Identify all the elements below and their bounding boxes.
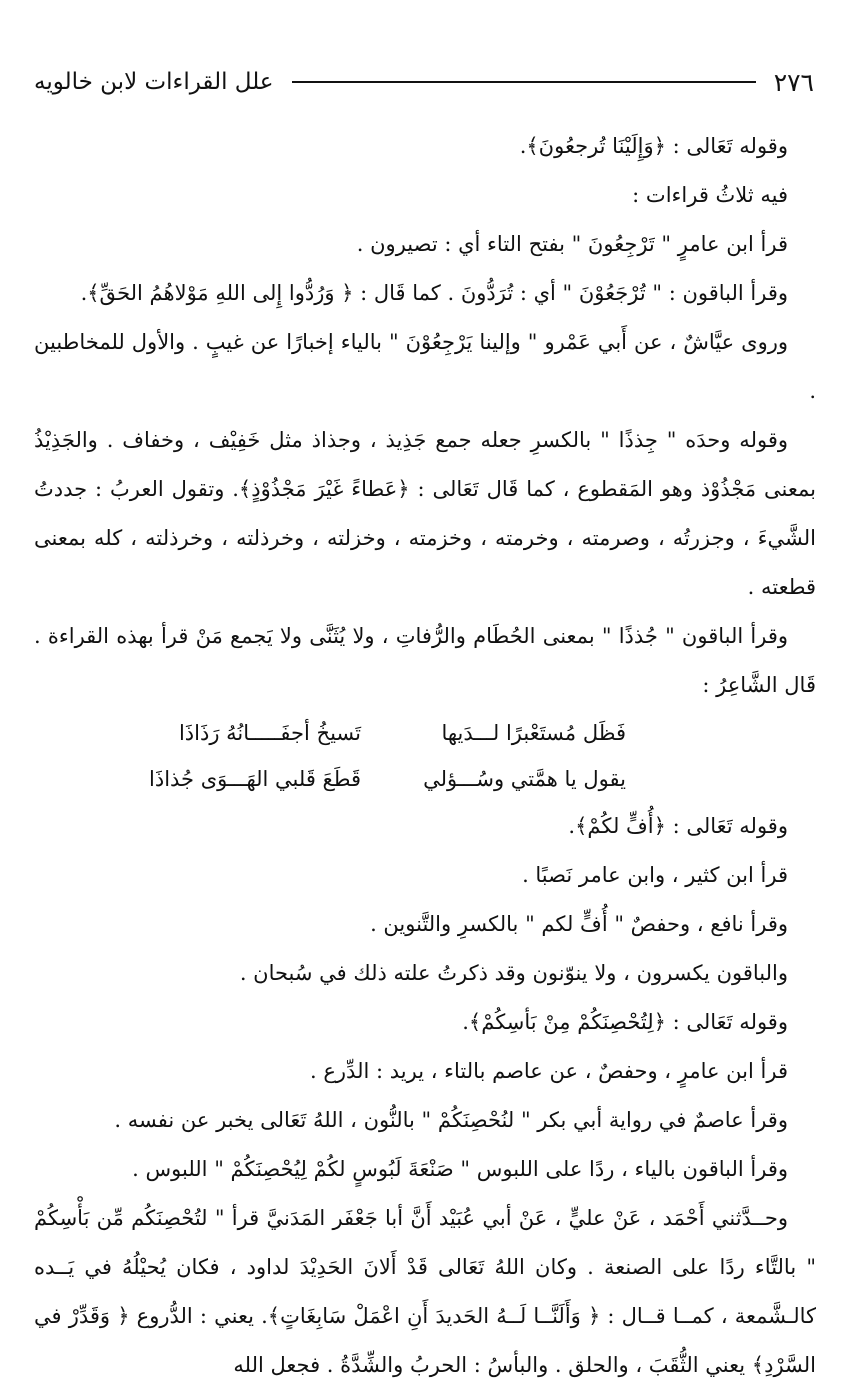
paragraph: وقوله تَعَالى : ﴿وَإِلَيْنَا تُرجعُونَ﴾. — [519, 134, 788, 158]
body-text — [34, 122, 816, 1390]
poem-verse — [34, 756, 816, 802]
header-rule — [292, 81, 756, 83]
verse-first-hemistich: يقول يا همَّتي وسُـــؤلي — [423, 767, 626, 791]
paragraph: قرأ ابن عامرٍ " تَرْجِعُونَ " بفتح التاء أي : تصيرون . — [356, 232, 788, 256]
paragraph: فيه ثلاثُ قراءات : — [632, 183, 788, 207]
paragraph: وقوله وحدَه " جِذذًا " بالكسرِ جعله جمع جَذِيذ ، وجذاذ مثل خَفِيْف ، وخفاف . والجَذِيْذُ بمعنى مَجْذُوْذ وهو المَقطوع ، كما قَال تَعَالى : ﴿عَطاءً غَيْرَ مَجْذُوْذٍ﴾. وتقول العربُ : جددتُ الشَّيءَ ، وجزرتُه ، وصرمته ، وخرمته ، وخزمته ، وخزلته ، وخرذلته ، وخرذلته ، كله بمعنى قطعته . — [34, 428, 816, 599]
paragraph: وحــدَّثني أَحْمَد ، عَنْ عليٍّ ، عَنْ أبي عُبَيْد أَنَّ أبا جَعْفَر المَدَنيَّ قرأ " لتُحْصِنَكُم مِّن بَأْسِكُمْ " بالتَّاء ردًا على الصنعة . وكان اللهُ تَعَالى قَدْ أَلانَ الحَدِيْدَ لداود ، فكان يُحيْلُهُ في يَــده كالـشَّمعة ، كمــا قــال : ﴿ وَأَلَنَّــا لَــهُ الحَديدَ أَنِ اعْمَلْ سَابِغَاتٍ﴾. يعني : الدُّروع ﴿ وَقَدِّرْ في السَّرْدِ﴾ يعني الثُّقَبَ ، والحلق . والبأسُ : الحربُ والشِّدَّةُ . فجعل الله — [34, 1206, 816, 1377]
paragraph: وقوله تَعَالى : ﴿أُفٍّ لكُمْ﴾. — [568, 814, 788, 838]
paragraph: قرأ ابن كثير ، وابن عامر نَصبًا . — [522, 863, 788, 887]
page-header — [34, 62, 814, 102]
paragraph: وقرأ نافع ، وحفصٌ " أُفٍّ لكم " بالكسرِ والتَّنوين . — [370, 912, 788, 936]
page-number: ٢٧٦ — [773, 67, 814, 97]
paragraph: والباقون يكسرون ، ولا ينوّنون وقد ذكرتُ علته ذلك في سُبحان . — [239, 961, 788, 985]
paragraph: وروى عيَّاشٌ ، عن أَبي عَمْرو " وإلينا يَرْجِعُوْنَ " بالياء إخبارًا عن غيبٍ . والأول للمخاطبين . — [34, 330, 816, 403]
verse-first-hemistich: فَظَل مُستَعْبرًا لـــدَيها — [441, 721, 626, 745]
poem-verse — [34, 710, 816, 756]
paragraph: قرأ ابن عامرٍ ، وحفصٌ ، عن عاصم بالتاء ، يريد : الدِّرع . — [310, 1059, 788, 1083]
paragraph: وقرأ الباقون " جُذذًا " بمعنى الحُطَام والرُّفاتِ ، ولا يُثَنَّى ولا يَجمع مَنْ قرأ بهذه القراءة . قَال الشَّاعِرُ : — [34, 624, 816, 697]
paragraph: وقوله تَعَالى : ﴿لِتُحْصِنَكُمْ مِنْ بَأسِكُمْ﴾. — [462, 1010, 788, 1034]
paragraph: وقرأ الباقون بالياء ، ردًا على اللبوس " صَنْعَةَ لَبُوسٍ لكُمْ لِيُحْصِنَكُمْ " اللبوس . — [132, 1157, 788, 1181]
paragraph: وقرأ الباقون : " تُرْجَعُوْنَ " أي : تُرَدُّونَ . كما قَال : ﴿ وَرُدُّوا إِلى اللهِ مَوْلاهُمُ الحَقِّ﴾. — [80, 281, 788, 305]
verse-second-hemistich: تَسيخُ أجفَـــــانُهُ رَذَاذَا — [178, 721, 361, 745]
verse-second-hemistich: قَطَعَ قَلبي الهَـــوَى جُذاذَا — [149, 767, 361, 791]
paragraph: وقرأ عاصمٌ في رواية أبي بكر " لنُحْصِنَكُمْ " بالنُّون ، اللهُ تَعَالى يخبر عن نفسه . — [114, 1108, 788, 1132]
running-title: علل القراءات لابن خالويه — [34, 69, 274, 95]
